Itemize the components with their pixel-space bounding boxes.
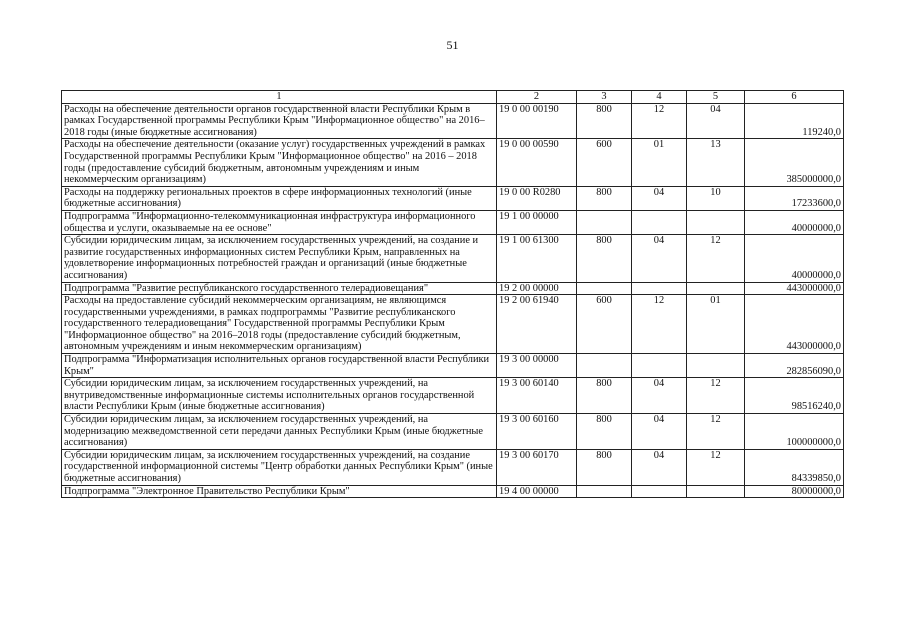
row-description: Расходы на поддержку региональных проектов в сфере информационных технологий (иные бюджетные ассигнования) [62, 186, 497, 210]
budget-table [61, 90, 844, 498]
row-code: 19 3 00 00000 [497, 354, 577, 378]
row-section: 04 [632, 186, 687, 210]
row-subsection: 12 [687, 414, 745, 450]
row-section: 12 [632, 295, 687, 354]
table-row [62, 295, 844, 354]
row-expense-type [577, 282, 632, 295]
table-row [62, 449, 844, 485]
row-subsection [687, 282, 745, 295]
row-description: Расходы на обеспечение деятельности (оказание услуг) государственных учреждений в рамках Государственной программы Республики Крым "Информационное общество" на 2016 – 2018 годы (предоставление субсидий бюджетным, автономным учреждениям и иным некоммерческим организациям) [62, 139, 497, 186]
column-header: 1 [62, 91, 497, 104]
row-expense-type: 600 [577, 295, 632, 354]
row-description: Подпрограмма "Информатизация исполнительных органов государственной власти Республики Крым" [62, 354, 497, 378]
row-description: Субсидии юридическим лицам, за исключением государственных учреждений, на модернизацию межведомственной сети передачи данных Республики Крым (иные бюджетные ассигнования) [62, 414, 497, 450]
table-row [62, 210, 844, 234]
row-code: 19 1 00 61300 [497, 235, 577, 282]
row-section [632, 282, 687, 295]
row-amount: 443000000,0 [745, 282, 844, 295]
row-amount: 40000000,0 [745, 235, 844, 282]
row-description: Субсидии юридическим лицам, за исключением государственных учреждений, на внутриведомственные информационные системы исполнительных органов государственной власти Республики Крым (иные бюджетные ассигнования) [62, 378, 497, 414]
table-row [62, 103, 844, 139]
page-number: 51 [446, 38, 459, 52]
row-expense-type: 800 [577, 449, 632, 485]
row-code: 19 4 00 00000 [497, 485, 577, 498]
row-section: 04 [632, 449, 687, 485]
row-section [632, 354, 687, 378]
row-subsection: 12 [687, 449, 745, 485]
row-amount: 98516240,0 [745, 378, 844, 414]
row-subsection [687, 485, 745, 498]
column-header: 2 [497, 91, 577, 104]
row-amount: 17233600,0 [745, 186, 844, 210]
row-expense-type: 800 [577, 103, 632, 139]
column-header: 3 [577, 91, 632, 104]
row-code: 19 2 00 00000 [497, 282, 577, 295]
row-section [632, 485, 687, 498]
row-expense-type: 800 [577, 378, 632, 414]
table-row [62, 354, 844, 378]
row-description: Расходы на предоставление субсидий некоммерческим организациям, не являющимся государственными учреждениями, в рамках подпрограммы "Развитие республиканского государственного телерадиовещания" Государственной программы Республики Крым "Информационное общество" на 2016–2018 годы (предоставление субсидий бюджетным, автономным учреждениям и иным некоммерческим организациям) [62, 295, 497, 354]
row-subsection: 12 [687, 235, 745, 282]
row-amount: 385000000,0 [745, 139, 844, 186]
row-code: 19 0 00 00190 [497, 103, 577, 139]
row-subsection [687, 354, 745, 378]
row-subsection: 10 [687, 186, 745, 210]
row-amount: 282856090,0 [745, 354, 844, 378]
table-row [62, 378, 844, 414]
row-expense-type: 800 [577, 186, 632, 210]
row-description: Субсидии юридическим лицам, за исключением государственных учреждений, на создание государственной информационной системы "Центр обработки данных Республики Крым" (иные бюджетные ассигнования) [62, 449, 497, 485]
column-header: 6 [745, 91, 844, 104]
table-row [62, 139, 844, 186]
row-amount: 80000000,0 [745, 485, 844, 498]
row-subsection: 12 [687, 378, 745, 414]
table-header-row [62, 91, 844, 104]
table-row [62, 414, 844, 450]
row-section: 04 [632, 235, 687, 282]
row-subsection: 01 [687, 295, 745, 354]
row-description: Расходы на обеспечение деятельности органов государственной власти Республики Крым в рамках Государственной программы Республики Крым "Информационное общество" на 2016–2018 годы (иные бюджетные ассигнования) [62, 103, 497, 139]
row-expense-type [577, 485, 632, 498]
row-code: 19 0 00 00590 [497, 139, 577, 186]
column-header: 4 [632, 91, 687, 104]
row-section: 04 [632, 414, 687, 450]
row-description: Подпрограмма "Электронное Правительство Республики Крым" [62, 485, 497, 498]
table-row [62, 282, 844, 295]
row-section [632, 210, 687, 234]
row-code: 19 0 00 R0280 [497, 186, 577, 210]
row-expense-type: 600 [577, 139, 632, 186]
row-code: 19 1 00 00000 [497, 210, 577, 234]
row-code: 19 3 00 60160 [497, 414, 577, 450]
column-header: 5 [687, 91, 745, 104]
row-description: Подпрограмма "Информационно-телекоммуникационная инфраструктура информационного общества и услуги, оказываемые на ее основе" [62, 210, 497, 234]
row-subsection [687, 210, 745, 234]
row-expense-type: 800 [577, 235, 632, 282]
row-amount: 84339850,0 [745, 449, 844, 485]
row-amount: 40000000,0 [745, 210, 844, 234]
row-section: 12 [632, 103, 687, 139]
row-code: 19 3 00 60140 [497, 378, 577, 414]
row-subsection: 04 [687, 103, 745, 139]
row-section: 01 [632, 139, 687, 186]
row-expense-type [577, 210, 632, 234]
row-description: Субсидии юридическим лицам, за исключением государственных учреждений, на создание и развитие государственных информационных систем Республики Крым, направленных на удовлетворение информационных потребностей граждан и организаций (иные бюджетные ассигнования) [62, 235, 497, 282]
table-row [62, 186, 844, 210]
table-row [62, 485, 844, 498]
table-row [62, 235, 844, 282]
row-expense-type [577, 354, 632, 378]
row-code: 19 3 00 60170 [497, 449, 577, 485]
row-section: 04 [632, 378, 687, 414]
row-amount: 443000000,0 [745, 295, 844, 354]
row-subsection: 13 [687, 139, 745, 186]
row-amount: 100000000,0 [745, 414, 844, 450]
row-description: Подпрограмма "Развитие республиканского государственного телерадиовещания" [62, 282, 497, 295]
row-amount: 119240,0 [745, 103, 844, 139]
row-code: 19 2 00 61940 [497, 295, 577, 354]
row-expense-type: 800 [577, 414, 632, 450]
